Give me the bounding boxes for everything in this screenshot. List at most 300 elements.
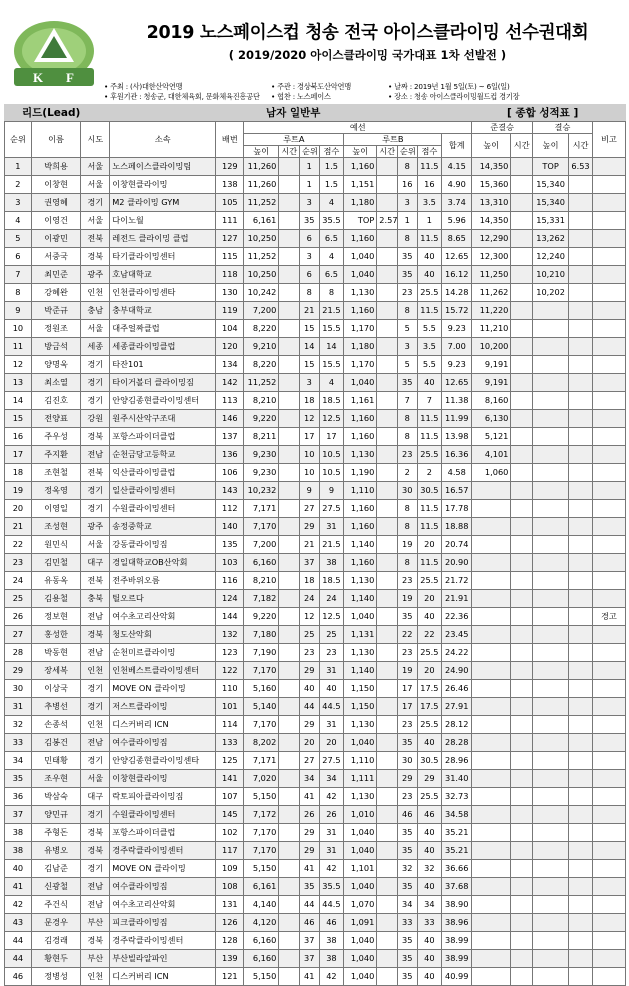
cell-semi-height (472, 662, 511, 680)
cell-b-height: 1,160 (344, 230, 377, 248)
discipline-label: 리드(Lead) (22, 107, 81, 119)
cell-a-height: 9,210 (244, 338, 279, 356)
cell-region: 경북 (81, 626, 110, 644)
cell-total: 37.68 (442, 878, 472, 896)
cell-a-time (279, 446, 300, 464)
cell-semi-height (472, 572, 511, 590)
cell-final-height: 15,340 (533, 194, 569, 212)
cell-semi-height (472, 482, 511, 500)
cell-b-height: TOP (344, 212, 377, 230)
table-row (5, 950, 626, 968)
cell-b-score: 33 (417, 914, 442, 932)
cell-b-place: 30 (397, 752, 417, 770)
cell-semi-time (511, 518, 533, 536)
info-date: • 날짜 : 2019년 1월 5일(토) ~ 6일(일) (388, 82, 510, 91)
cell-note (592, 788, 625, 806)
cell-final-height (533, 824, 569, 842)
cell-final-height (533, 860, 569, 878)
cell-name: 주건식 (31, 896, 81, 914)
cell-b-score: 22 (417, 626, 442, 644)
cell-final-height: 15,340 (533, 176, 569, 194)
cell-region: 경기 (81, 392, 110, 410)
cell-a-place: 1 (299, 176, 319, 194)
cell-b-time (377, 356, 398, 374)
cell-region: 경기 (81, 482, 110, 500)
table-row (5, 860, 626, 878)
cell-team: 여수클라이밍짐 (110, 734, 216, 752)
cell-rank: 11 (5, 338, 32, 356)
cell-a-time (279, 212, 300, 230)
cell-semi-height (472, 590, 511, 608)
cell-semi-height (472, 518, 511, 536)
cell-bib: 127 (216, 230, 244, 248)
cell-b-time (377, 410, 398, 428)
cell-b-place: 17 (397, 680, 417, 698)
cell-a-place: 17 (299, 428, 319, 446)
cell-b-place: 5 (397, 320, 417, 338)
cell-b-time (377, 698, 398, 716)
cell-b-place: 35 (397, 878, 417, 896)
col-final-time: 시간 (569, 134, 593, 158)
cell-b-place: 35 (397, 842, 417, 860)
cell-rank: 44 (5, 950, 32, 968)
cell-name: 주형돈 (31, 824, 81, 842)
cell-team: MOVE ON 클라이밍 (110, 680, 216, 698)
cell-semi-time (511, 194, 533, 212)
cell-semi-height (472, 860, 511, 878)
table-row (5, 680, 626, 698)
cell-b-time (377, 464, 398, 482)
cell-region: 인천 (81, 968, 110, 986)
cell-b-score: 30.5 (417, 482, 442, 500)
cell-a-place: 44 (299, 698, 319, 716)
cell-b-place: 34 (397, 896, 417, 914)
cell-b-score: 11.5 (417, 500, 442, 518)
cell-b-place: 8 (397, 302, 417, 320)
cell-region: 전북 (81, 230, 110, 248)
cell-a-place: 15 (299, 356, 319, 374)
cell-semi-time (511, 554, 533, 572)
cell-total: 38.96 (442, 914, 472, 932)
cell-b-place: 22 (397, 626, 417, 644)
col-a-height: 높이 (244, 146, 279, 158)
cell-region: 인천 (81, 284, 110, 302)
cell-rank: 19 (5, 482, 32, 500)
cell-semi-height: 14,350 (472, 212, 511, 230)
cell-b-time (377, 968, 398, 986)
table-row (5, 572, 626, 590)
cell-total: 27.91 (442, 698, 472, 716)
cell-a-height: 7,170 (244, 518, 279, 536)
cell-b-height: 1,160 (344, 410, 377, 428)
cell-b-place: 5 (397, 356, 417, 374)
cell-rank: 9 (5, 302, 32, 320)
cell-semi-time (511, 392, 533, 410)
cell-team: 이창현클라이밍 (110, 176, 216, 194)
cell-note (592, 860, 625, 878)
cell-final-height (533, 950, 569, 968)
cell-b-score: 40 (417, 734, 442, 752)
cell-total: 40.99 (442, 968, 472, 986)
cell-team: 포항스파이더클럽 (110, 428, 216, 446)
cell-b-place: 35 (397, 374, 417, 392)
cell-a-score: 40 (319, 680, 344, 698)
cell-a-place: 29 (299, 842, 319, 860)
table-row (5, 878, 626, 896)
table-row (5, 662, 626, 680)
cell-a-height: 8,220 (244, 320, 279, 338)
cell-b-place: 8 (397, 500, 417, 518)
cell-semi-time (511, 770, 533, 788)
cell-region: 경기 (81, 500, 110, 518)
cell-rank: 16 (5, 428, 32, 446)
cell-semi-height (472, 950, 511, 968)
cell-b-place: 1 (397, 212, 417, 230)
cell-name: 김진호 (31, 392, 81, 410)
cell-note (592, 338, 625, 356)
cell-final-height: TOP (533, 158, 569, 176)
cell-semi-time (511, 716, 533, 734)
cell-name: 양민규 (31, 806, 81, 824)
cell-bib: 132 (216, 626, 244, 644)
cell-final-time (569, 374, 593, 392)
cell-note (592, 302, 625, 320)
cell-b-time (377, 932, 398, 950)
cell-semi-height: 11,250 (472, 266, 511, 284)
page-subtitle: ( 2019/2020 아이스클라이밍 국가대표 1차 선발전 ) (228, 48, 507, 62)
cell-bib: 133 (216, 734, 244, 752)
cell-team: MOVE ON 클라이밍 (110, 860, 216, 878)
cell-team: 수원클라이밍센터 (110, 500, 216, 518)
cell-a-place: 44 (299, 896, 319, 914)
cell-a-score: 17 (319, 428, 344, 446)
cell-a-place: 18 (299, 572, 319, 590)
cell-name: 이창현 (31, 176, 81, 194)
cell-b-height: 1,040 (344, 608, 377, 626)
cell-a-time (279, 500, 300, 518)
cell-b-score: 25.5 (417, 716, 442, 734)
cell-note (592, 446, 625, 464)
cell-semi-time (511, 446, 533, 464)
table-row (5, 464, 626, 482)
cell-rank: 30 (5, 680, 32, 698)
cell-final-time (569, 536, 593, 554)
cell-semi-height (472, 968, 511, 986)
cell-team: 경주락클라이밍센터 (110, 842, 216, 860)
cell-b-score: 11.5 (417, 518, 442, 536)
cell-b-place: 3 (397, 338, 417, 356)
table-row (5, 968, 626, 986)
cell-b-height: 1,130 (344, 716, 377, 734)
cell-a-time (279, 374, 300, 392)
cell-a-place: 8 (299, 284, 319, 302)
cell-region: 전남 (81, 644, 110, 662)
cell-total: 28.12 (442, 716, 472, 734)
cell-b-time (377, 878, 398, 896)
cell-region: 인천 (81, 716, 110, 734)
cell-final-height (533, 482, 569, 500)
cell-name: 장세복 (31, 662, 81, 680)
cell-team: 레전드 클라이밍 클럽 (110, 230, 216, 248)
cell-bib: 128 (216, 932, 244, 950)
cell-a-time (279, 896, 300, 914)
cell-a-time (279, 482, 300, 500)
cell-final-time (569, 572, 593, 590)
cell-region: 전남 (81, 446, 110, 464)
cell-semi-height: 8,160 (472, 392, 511, 410)
cell-name: 유동옥 (31, 572, 81, 590)
cell-region: 서울 (81, 536, 110, 554)
cell-b-score: 16 (417, 176, 442, 194)
cell-semi-time (511, 500, 533, 518)
cell-b-place: 23 (397, 446, 417, 464)
cell-a-time (279, 608, 300, 626)
cell-a-score: 27.5 (319, 500, 344, 518)
cell-team: 대주얼짜클럽 (110, 320, 216, 338)
cell-region: 경북 (81, 428, 110, 446)
cell-team: 여수초고리산악회 (110, 608, 216, 626)
cell-b-height: 1,110 (344, 752, 377, 770)
cell-region: 경기 (81, 356, 110, 374)
cell-final-time (569, 788, 593, 806)
cell-a-time (279, 428, 300, 446)
cell-semi-height: 11,262 (472, 284, 511, 302)
cell-note (592, 248, 625, 266)
cell-note (592, 644, 625, 662)
cell-a-place: 10 (299, 464, 319, 482)
cell-b-height: 1,160 (344, 302, 377, 320)
cell-a-score: 31 (319, 716, 344, 734)
cell-total: 4.58 (442, 464, 472, 482)
cell-name: 문경우 (31, 914, 81, 932)
cell-b-time (377, 626, 398, 644)
cell-b-height: 1,160 (344, 428, 377, 446)
cell-a-height: 8,210 (244, 392, 279, 410)
table-row (5, 446, 626, 464)
cell-region: 경기 (81, 194, 110, 212)
cell-team: 충부대학교 (110, 302, 216, 320)
cell-final-time (569, 302, 593, 320)
cell-a-time (279, 644, 300, 662)
cell-bib: 112 (216, 500, 244, 518)
cell-region: 전남 (81, 878, 110, 896)
cell-b-time (377, 284, 398, 302)
table-row (5, 590, 626, 608)
cell-bib: 108 (216, 878, 244, 896)
cell-total: 4.15 (442, 158, 472, 176)
table-row (5, 824, 626, 842)
table-row (5, 356, 626, 374)
cell-final-height (533, 500, 569, 518)
cell-semi-height: 11,220 (472, 302, 511, 320)
cell-b-time (377, 158, 398, 176)
cell-a-score: 10.5 (319, 464, 344, 482)
table-row (5, 536, 626, 554)
cell-a-score: 15.5 (319, 320, 344, 338)
cell-region: 대구 (81, 554, 110, 572)
cell-team: 호남대학교 (110, 266, 216, 284)
cell-final-height (533, 716, 569, 734)
cell-rank: 7 (5, 266, 32, 284)
cell-note (592, 482, 625, 500)
cell-total: 18.88 (442, 518, 472, 536)
cell-final-height (533, 608, 569, 626)
cell-note (592, 752, 625, 770)
cell-a-height: 4,120 (244, 914, 279, 932)
cell-a-place: 24 (299, 590, 319, 608)
cell-total: 12.65 (442, 248, 472, 266)
cell-final-time (569, 338, 593, 356)
cell-note (592, 698, 625, 716)
cell-bib: 103 (216, 554, 244, 572)
cell-b-time (377, 842, 398, 860)
cell-a-place: 20 (299, 734, 319, 752)
cell-a-score: 44.5 (319, 896, 344, 914)
cell-a-height: 8,202 (244, 734, 279, 752)
col-b-score: 점수 (417, 146, 442, 158)
cell-a-score: 26 (319, 806, 344, 824)
cell-b-height: 1,111 (344, 770, 377, 788)
table-row (5, 698, 626, 716)
cell-b-time (377, 302, 398, 320)
cell-note (592, 590, 625, 608)
cell-bib: 125 (216, 752, 244, 770)
cell-name: 정옥영 (31, 482, 81, 500)
cell-bib: 138 (216, 176, 244, 194)
cell-a-score: 10.5 (319, 446, 344, 464)
cell-note (592, 410, 625, 428)
cell-a-height: 7,170 (244, 842, 279, 860)
cell-region: 세종 (81, 338, 110, 356)
cell-a-time (279, 320, 300, 338)
cell-b-time (377, 428, 398, 446)
cell-final-time (569, 518, 593, 536)
cell-b-place: 8 (397, 230, 417, 248)
cell-note (592, 968, 625, 986)
cell-a-height: 7,180 (244, 626, 279, 644)
cell-final-height (533, 536, 569, 554)
cell-b-height: 1,091 (344, 914, 377, 932)
cell-b-score: 20 (417, 536, 442, 554)
cell-a-place: 6 (299, 230, 319, 248)
cell-final-height (533, 410, 569, 428)
cell-final-time (569, 770, 593, 788)
cell-b-score: 3.5 (417, 338, 442, 356)
cell-semi-time (511, 860, 533, 878)
cell-semi-time (511, 482, 533, 500)
cell-semi-time (511, 536, 533, 554)
cell-a-time (279, 572, 300, 590)
cell-b-score: 5.5 (417, 320, 442, 338)
cell-name: 원민식 (31, 536, 81, 554)
cell-rank: 27 (5, 626, 32, 644)
cell-b-height: 1,180 (344, 194, 377, 212)
cell-final-time (569, 932, 593, 950)
cell-a-height: 11,252 (244, 374, 279, 392)
cell-a-score: 12.5 (319, 410, 344, 428)
table-row (5, 770, 626, 788)
cell-semi-time (511, 806, 533, 824)
cell-b-score: 34 (417, 896, 442, 914)
cell-b-height: 1,110 (344, 482, 377, 500)
cell-b-time (377, 680, 398, 698)
cell-b-time (377, 482, 398, 500)
cell-team: 전주바위오름 (110, 572, 216, 590)
cell-bib: 140 (216, 518, 244, 536)
cell-name: 권영혜 (31, 194, 81, 212)
col-semi-time: 시간 (511, 134, 533, 158)
cell-rank: 15 (5, 410, 32, 428)
cell-b-place: 32 (397, 860, 417, 878)
cell-b-height: 1,040 (344, 878, 377, 896)
cell-a-score: 14 (319, 338, 344, 356)
cell-a-height: 10,250 (244, 266, 279, 284)
cell-team: 디스커버리 ICN (110, 716, 216, 734)
col-final: 결승 (533, 122, 593, 134)
cell-a-score: 44.5 (319, 698, 344, 716)
cell-final-height (533, 554, 569, 572)
cell-semi-height (472, 734, 511, 752)
cell-b-time (377, 896, 398, 914)
cell-a-score: 6.5 (319, 266, 344, 284)
cell-semi-height: 4,101 (472, 446, 511, 464)
cell-b-place: 8 (397, 554, 417, 572)
cell-bib: 142 (216, 374, 244, 392)
cell-b-score: 25.5 (417, 572, 442, 590)
cell-semi-time (511, 662, 533, 680)
cell-semi-height (472, 842, 511, 860)
cell-total: 16.57 (442, 482, 472, 500)
cell-final-height: 12,240 (533, 248, 569, 266)
cell-bib: 135 (216, 536, 244, 554)
cell-b-score: 40 (417, 824, 442, 842)
col-b-height: 높이 (344, 146, 377, 158)
cell-b-score: 5.5 (417, 356, 442, 374)
cell-b-score: 40 (417, 248, 442, 266)
cell-name: 양명욱 (31, 356, 81, 374)
cell-b-height: 1,040 (344, 248, 377, 266)
cell-b-height: 1,151 (344, 176, 377, 194)
table-row (5, 374, 626, 392)
cell-final-height: 13,262 (533, 230, 569, 248)
cell-bib: 137 (216, 428, 244, 446)
cell-bib: 131 (216, 896, 244, 914)
cell-a-time (279, 158, 300, 176)
cell-total: 16.36 (442, 446, 472, 464)
cell-bib: 130 (216, 284, 244, 302)
cell-b-score: 40 (417, 932, 442, 950)
cell-b-place: 17 (397, 698, 417, 716)
cell-final-time (569, 608, 593, 626)
cell-b-place: 19 (397, 662, 417, 680)
cell-a-time (279, 410, 300, 428)
cell-a-score: 21.5 (319, 536, 344, 554)
cell-a-score: 42 (319, 860, 344, 878)
cell-region: 충남 (81, 302, 110, 320)
cell-a-place: 12 (299, 608, 319, 626)
cell-note (592, 824, 625, 842)
cell-team: 타기클라이밍센터 (110, 248, 216, 266)
cell-region: 강원 (81, 410, 110, 428)
cell-region: 경기 (81, 752, 110, 770)
cell-final-time (569, 950, 593, 968)
cell-b-place: 3 (397, 194, 417, 212)
cell-a-place: 29 (299, 662, 319, 680)
info-cosponsor: • 협찬 : 노스페이스 (271, 92, 331, 101)
cell-b-time (377, 500, 398, 518)
cell-a-time (279, 788, 300, 806)
table-row (5, 608, 626, 626)
